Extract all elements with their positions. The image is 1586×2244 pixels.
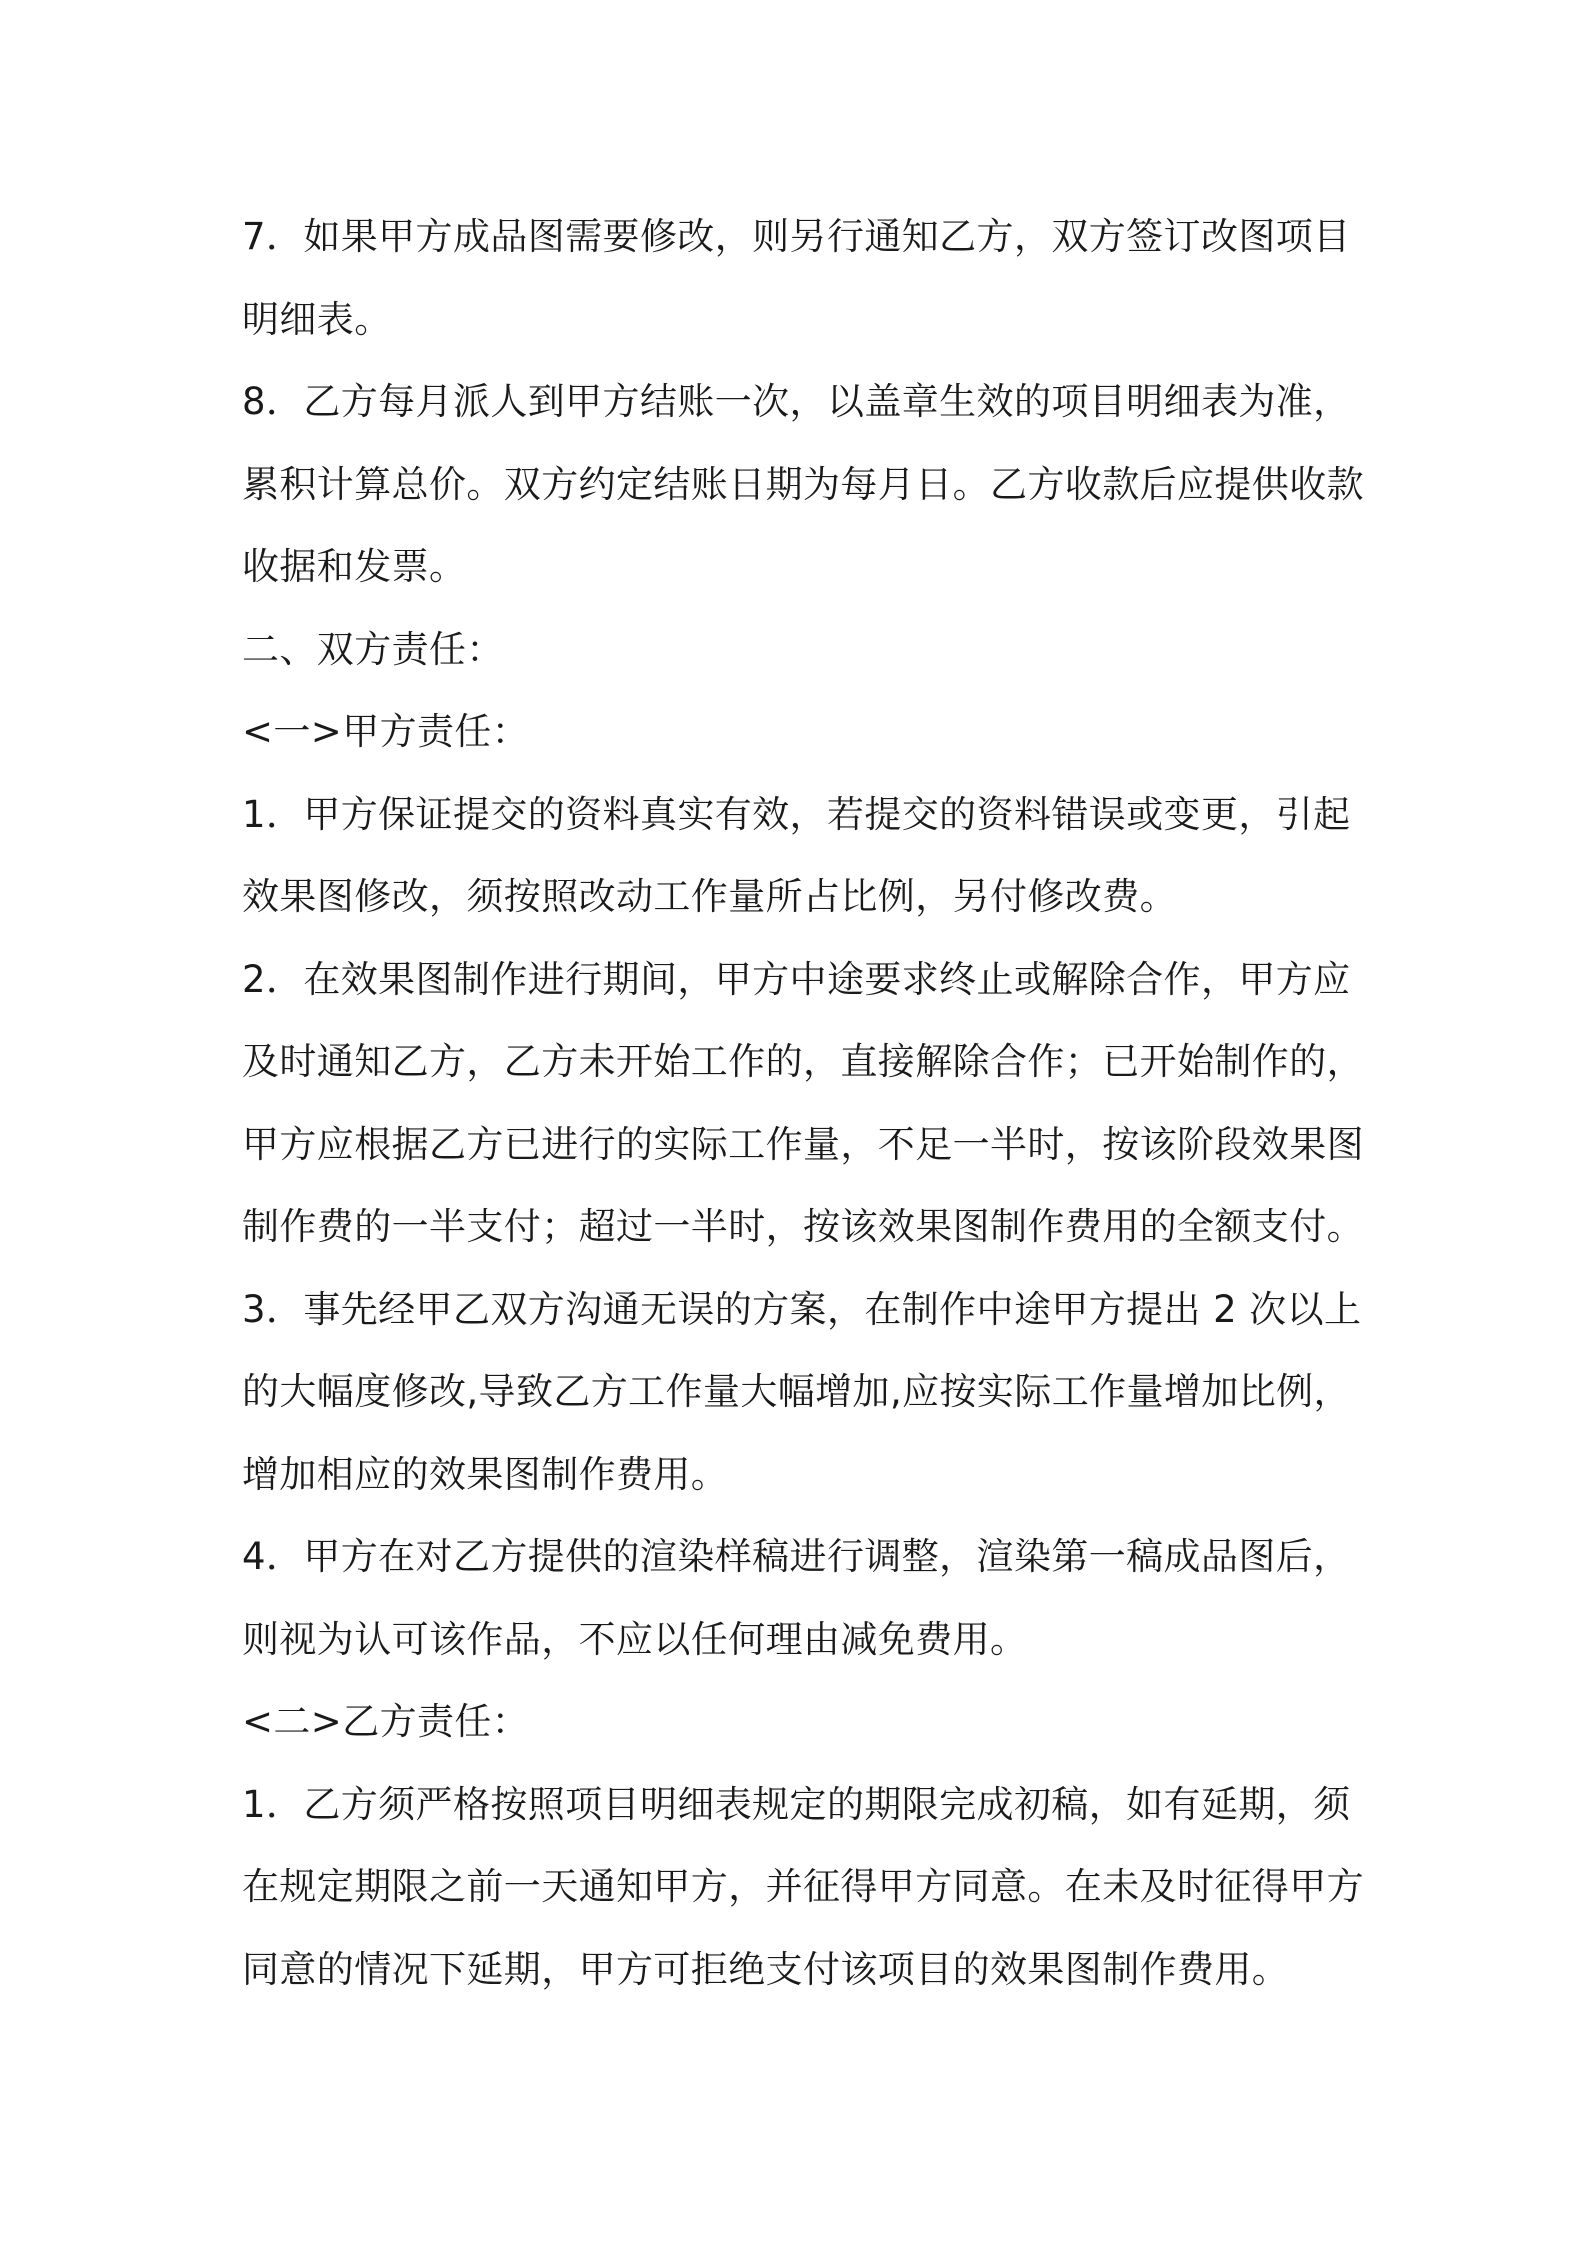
text-line: 1．乙方须严格按照项目明细表规定的期限完成初稿，如有延期，须: [242, 1782, 1351, 1826]
text-line: 效果图修改，须按照改动工作量所占比例，另付修改费。: [242, 875, 1177, 918]
text-line: 增加相应的效果图制作费用。: [242, 1452, 729, 1496]
subsection-heading: <一>甲方责任：: [242, 710, 530, 753]
text-line: 甲方应根据乙方已进行的实际工作量，不足一半时，按该阶段效果图: [242, 1122, 1364, 1166]
text-line: 累积计算总价。双方约定结账日期为每月日。乙方收款后应提供收款: [242, 462, 1364, 506]
text-line: 的大幅度修改,导致乙方工作量大幅增加,应按实际工作量增加比例，: [242, 1370, 1351, 1413]
text-line: 及时通知乙方，乙方未开始工作的，直接解除合作；已开始制作的，: [242, 1040, 1364, 1083]
text-line: 4．甲方在对乙方提供的渲染样稿进行调整，渲染第一稿成品图后，: [242, 1535, 1351, 1578]
text-line: 1．甲方保证提交的资料真实有效，若提交的资料错误或变更，引起: [242, 792, 1351, 836]
text-line: 收据和发票。: [242, 545, 467, 588]
section-heading: 二、双方责任：: [242, 627, 504, 671]
text-line: 在规定期限之前一天通知甲方，并征得甲方同意。在未及时征得甲方: [242, 1865, 1364, 1908]
text-line: 则视为认可该作品，不应以任何理由减免费用。: [242, 1617, 1028, 1661]
document-body: [242, 196, 1362, 2011]
text-line: 8．乙方每月派人到甲方结账一次，以盖章生效的项目明细表为准，: [242, 380, 1351, 423]
text-line: 7．如果甲方成品图需要修改，则另行通知乙方，双方签订改图项目: [242, 215, 1351, 258]
text-line: 制作费的一半支付；超过一半时，按该效果图制作费用的全额支付。: [242, 1205, 1364, 1248]
text-line: 同意的情况下延期，甲方可拒绝支付该项目的效果图制作费用。: [242, 1947, 1290, 1991]
text-line: 2．在效果图制作进行期间，甲方中途要求终止或解除合作，甲方应: [242, 957, 1351, 1001]
subsection-heading: <二>乙方责任：: [242, 1700, 530, 1743]
text-line: 明细表。: [242, 297, 392, 341]
text-line: 3．事先经甲乙双方沟通无误的方案，在制作中途甲方提出 2 次以上: [242, 1287, 1362, 1331]
